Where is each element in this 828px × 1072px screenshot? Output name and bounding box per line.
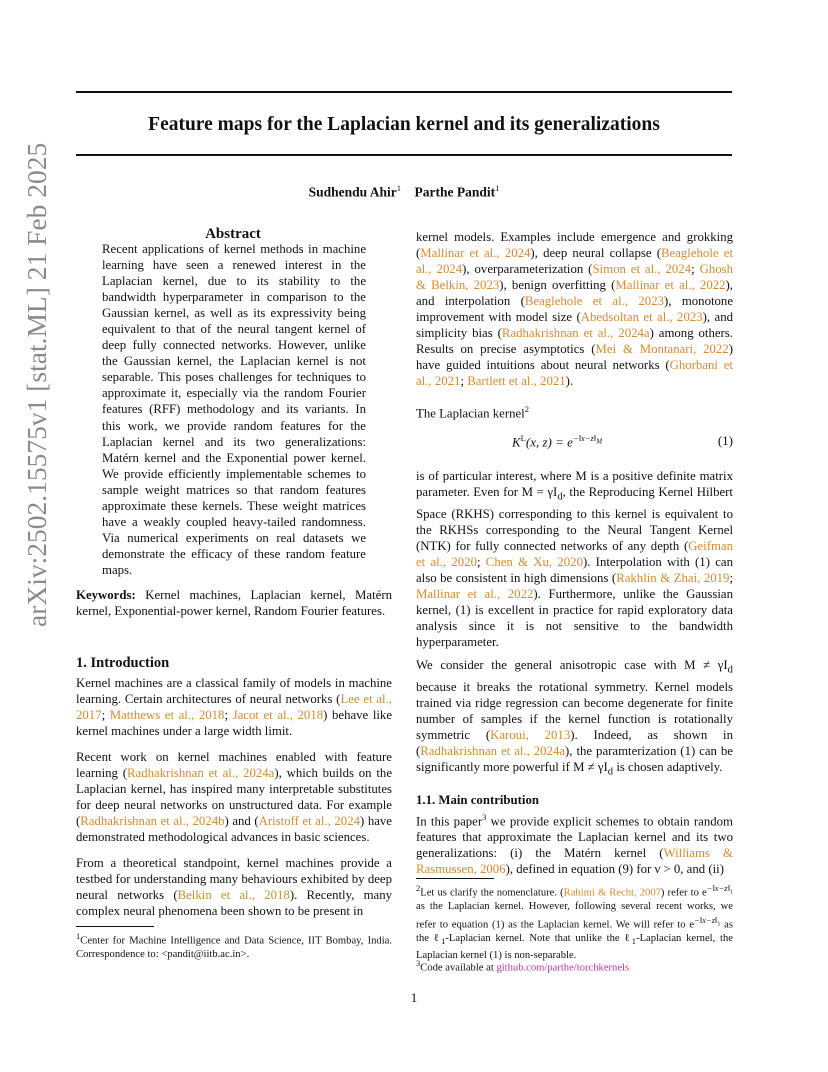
citation-link[interactable]: Radhakrishnan et al., 2024a xyxy=(127,766,275,781)
citation-link[interactable]: Mallinar et al., 2022 xyxy=(416,586,534,601)
citation-link[interactable]: Rakhlin & Zhai, 2019 xyxy=(616,570,730,585)
citation-link[interactable]: Simon et al., 2024 xyxy=(592,262,692,277)
keywords xyxy=(76,587,392,619)
intro-paragraph-2: Recent work on kernel machines enabled with feature learning (Radhakrishnan et al., 2024a), which builds on the Laplacian kernel, has inspired many interpretable substitutes for deep neural networks on unstructured data. For example (Radhakrishnan et al., 2024b) and (Aristoff et al., 2024) have demonstrated methodological advances in basic sciences. xyxy=(76,750,392,845)
citation-link[interactable]: Mei & Montanari, 2022 xyxy=(595,342,729,357)
footnote-rule xyxy=(76,926,154,927)
footnote-mark[interactable]: 3 xyxy=(482,812,487,822)
citation-link[interactable]: Matthews et al., 2018 xyxy=(109,708,225,723)
page-number: 1 xyxy=(410,990,418,1005)
citation-link[interactable]: Geifman et al., 2020 xyxy=(416,538,733,569)
citation-link[interactable]: Radhakrishnan et al., 2024a xyxy=(420,743,566,758)
citation-link[interactable]: Beaglehole et al., 2023 xyxy=(524,294,664,309)
citation-link[interactable]: Ghosh & Belkin, 2023 xyxy=(416,262,733,293)
paper-title: Feature maps for the Laplacian kernel and its generalizations xyxy=(148,114,660,135)
keywords-text: Kernel machines, Laplacian kernel, Matérn kernel, Exponential-power kernel, Random Fourier features. xyxy=(76,588,392,619)
title-top-rule xyxy=(76,91,732,93)
author-name: Parthe Pandit xyxy=(414,184,496,200)
citation-link[interactable]: Karoui, 2013 xyxy=(490,727,571,742)
citation-link[interactable]: Radhakrishnan et al., 2024a xyxy=(501,326,650,341)
footnote-mark[interactable]: 2 xyxy=(524,404,529,414)
code-repository-link[interactable]: github.com/parthe/torchkernels xyxy=(496,962,630,974)
citation-link[interactable]: Abedsoltan et al., 2023 xyxy=(580,310,703,325)
intro-paragraph-3: From a theoretical standpoint, kernel machines provide a testbed for understanding many behaviours exhibited by deep neural networks (Belkin et al., 2018). Recently, many complex neural phenomena been shown to be present in xyxy=(76,856,392,919)
right-paragraph-3: We consider the general anisotropic case with $M \ne \gamma I_d$ because it breaks the rotational symmetry. Kernel models trained via ridge regression can become degenerate for finite number of samples if the kernel function is rotationally symmetric (Karoui, 2013). Indeed, as shown in (Radhakrishnan et al., 2024a), the paramterization (1) can be significantly more powerful if $M \ne \gamma I_d$ is chosen adaptively. xyxy=(416,658,733,778)
intro-paragraph-1: Kernel machines are a classical family of models in machine learning. Certain architectures of neural networks (Lee et al., 2017; Matthews et al., 2018; Jacot et al., 2018) behave like kernel machines under a large width limit. xyxy=(76,676,393,739)
right-paragraph-1: kernel models. Examples include emergence and grokking (Mallinar et al., 2024), deep neural collapse (Beaglehole et al., 2024), overparameterization (Simon et al., 2024; Ghosh & Belkin, 2023), benign overfitting (Mallinar et al., 2022), and interpolation (Beaglehole et al., 2023), monotone improvement with model size (Abedsoltan et al., 2023), and simplicity bias (Radhakrishnan et al., 2024a) among others. Results on precise asymptotics (Mei & Montanari, 2022) have guided intuitions about neural networks (Ghorbani et al., 2021; Bartlett et al., 2021). xyxy=(416,230,734,389)
citation-link[interactable]: Jacot et al., 2018 xyxy=(232,708,324,723)
citation-link[interactable]: Beaglehole et al., 2024 xyxy=(416,246,733,277)
citation-link[interactable]: Belkin et al., 2018 xyxy=(177,888,290,903)
section-heading-introduction: 1. Introduction xyxy=(76,655,170,671)
footnote-3: $^3$Code available at github.com/parthe/torchkernels xyxy=(416,958,630,974)
footnote-rule xyxy=(416,878,494,879)
author-affiliation-mark: 1 xyxy=(495,183,500,193)
footnote-2: $^2$Let us clarify the nomenclature. (Rahimi & Recht, 2007) refer to $e^{-‖x-z‖_1}$ as the Laplacian kernel. However, following several recent works, we refer to equation (1) as the Laplacian kernel. We will refer to $e^{-‖x-z‖_1}$ as the ℓ$_1$-Laplacian kernel. Note that unlike the ℓ$_1$-Laplacian kernel, the Laplacian kernel (1) is non-separable. xyxy=(416,883,733,961)
arxiv-identifier: arXiv:2502.15575v1 [stat.ML] 21 Feb 2025 xyxy=(21,142,52,627)
citation-link[interactable]: Chen & Xu, 2020 xyxy=(485,554,583,569)
right-paragraph-4: In this paper$^3$ we provide explicit schemes to obtain random features that approximate the Laplacian kernel and its two generalizations: (i) the Matérn kernel (Williams & Rasmussen, 2006), defined in equation (9) for ν > 0, and (ii) xyxy=(416,812,734,877)
footnote-1: $^1$Center for Machine Intelligence and Data Science, IIT Bombay, India. Correspondence to: <pandit@iitb.ac.in>. xyxy=(76,931,392,961)
author-list xyxy=(76,183,732,201)
author-name: Sudhendu Ahir xyxy=(308,184,397,200)
abstract-heading: Abstract xyxy=(205,226,261,242)
citation-link[interactable]: Bartlett et al., 2021 xyxy=(467,374,566,389)
author-affiliation-mark: 1 xyxy=(396,183,402,193)
subsection-heading-main-contribution: 1.1. Main contribution xyxy=(416,793,540,807)
right-paragraph-2: is of particular interest, where M is a positive definite matrix parameter. Even for $M = \gamma I_d$, the Reproducing Kernel Hilbert Space (RKHS) corresponding to this kernel is equivalent to the RKHSs corresponding to the Neural Tangent Kernel (NTK) for fully connected networks of any depth (Geifman et al., 2020; Chen & Xu, 2020). Interpolation with (1) can also be consistent in high dimensions (Rakhlin & Zhai, 2019; Mallinar et al., 2022). Furthermore, unlike the Gaussian kernel, (1) is excellent in practice for rapid exploratory data analysis since it is not sensitive to the bandwidth hyperparameter. xyxy=(416,469,733,650)
citation-link[interactable]: Mallinar et al., 2022 xyxy=(615,278,726,293)
title-bottom-rule xyxy=(76,154,732,156)
citation-link[interactable]: Lee et al., 2017 xyxy=(76,692,392,723)
citation-link[interactable]: Rahimi & Recht, 2007 xyxy=(563,887,661,899)
citation-link[interactable]: Mallinar et al., 2024 xyxy=(420,246,531,261)
keywords-label: Keywords: xyxy=(76,588,136,602)
laplacian-kernel-intro: The Laplacian kernel$^2$ xyxy=(416,404,529,421)
equation-number: (1) xyxy=(717,433,733,448)
citation-link[interactable]: Radhakrishnan et al., 2024b xyxy=(80,814,225,829)
citation-link[interactable]: Aristoff et al., 2024 xyxy=(258,814,361,829)
citation-link[interactable]: Williams & Rasmussen, 2006 xyxy=(416,846,733,877)
citation-link[interactable]: Ghorbani et al., 2021 xyxy=(416,358,733,389)
abstract-text: Recent applications of kernel methods in machine learning have seen a renewed interest in the Laplacian kernel, due to its stability to the bandwidth hyperparameter in comparison to the Gaussian kernel, as well as its expressivity being equivalent to that of the neural tangent kernel of deep fully connected networks. However, unlike the Gaussian kernel, the Laplacian kernel is not separable. This poses challenges for techniques to approximate it, especially via the random Fourier features (RFF) methodology and its variants. In this work, we provide random features for the Laplacian kernel and its two generalizations: Matérn kernel and the Exponential power kernel. We provide efficiently implementable schemes to sample weight matrices so that random features approximate these kernels. These weight matrices have a weakly coupled heavy-tailed randomness. Via numerical experiments on real datasets we demonstrate the efficacy of these random feature maps. xyxy=(102,242,366,577)
